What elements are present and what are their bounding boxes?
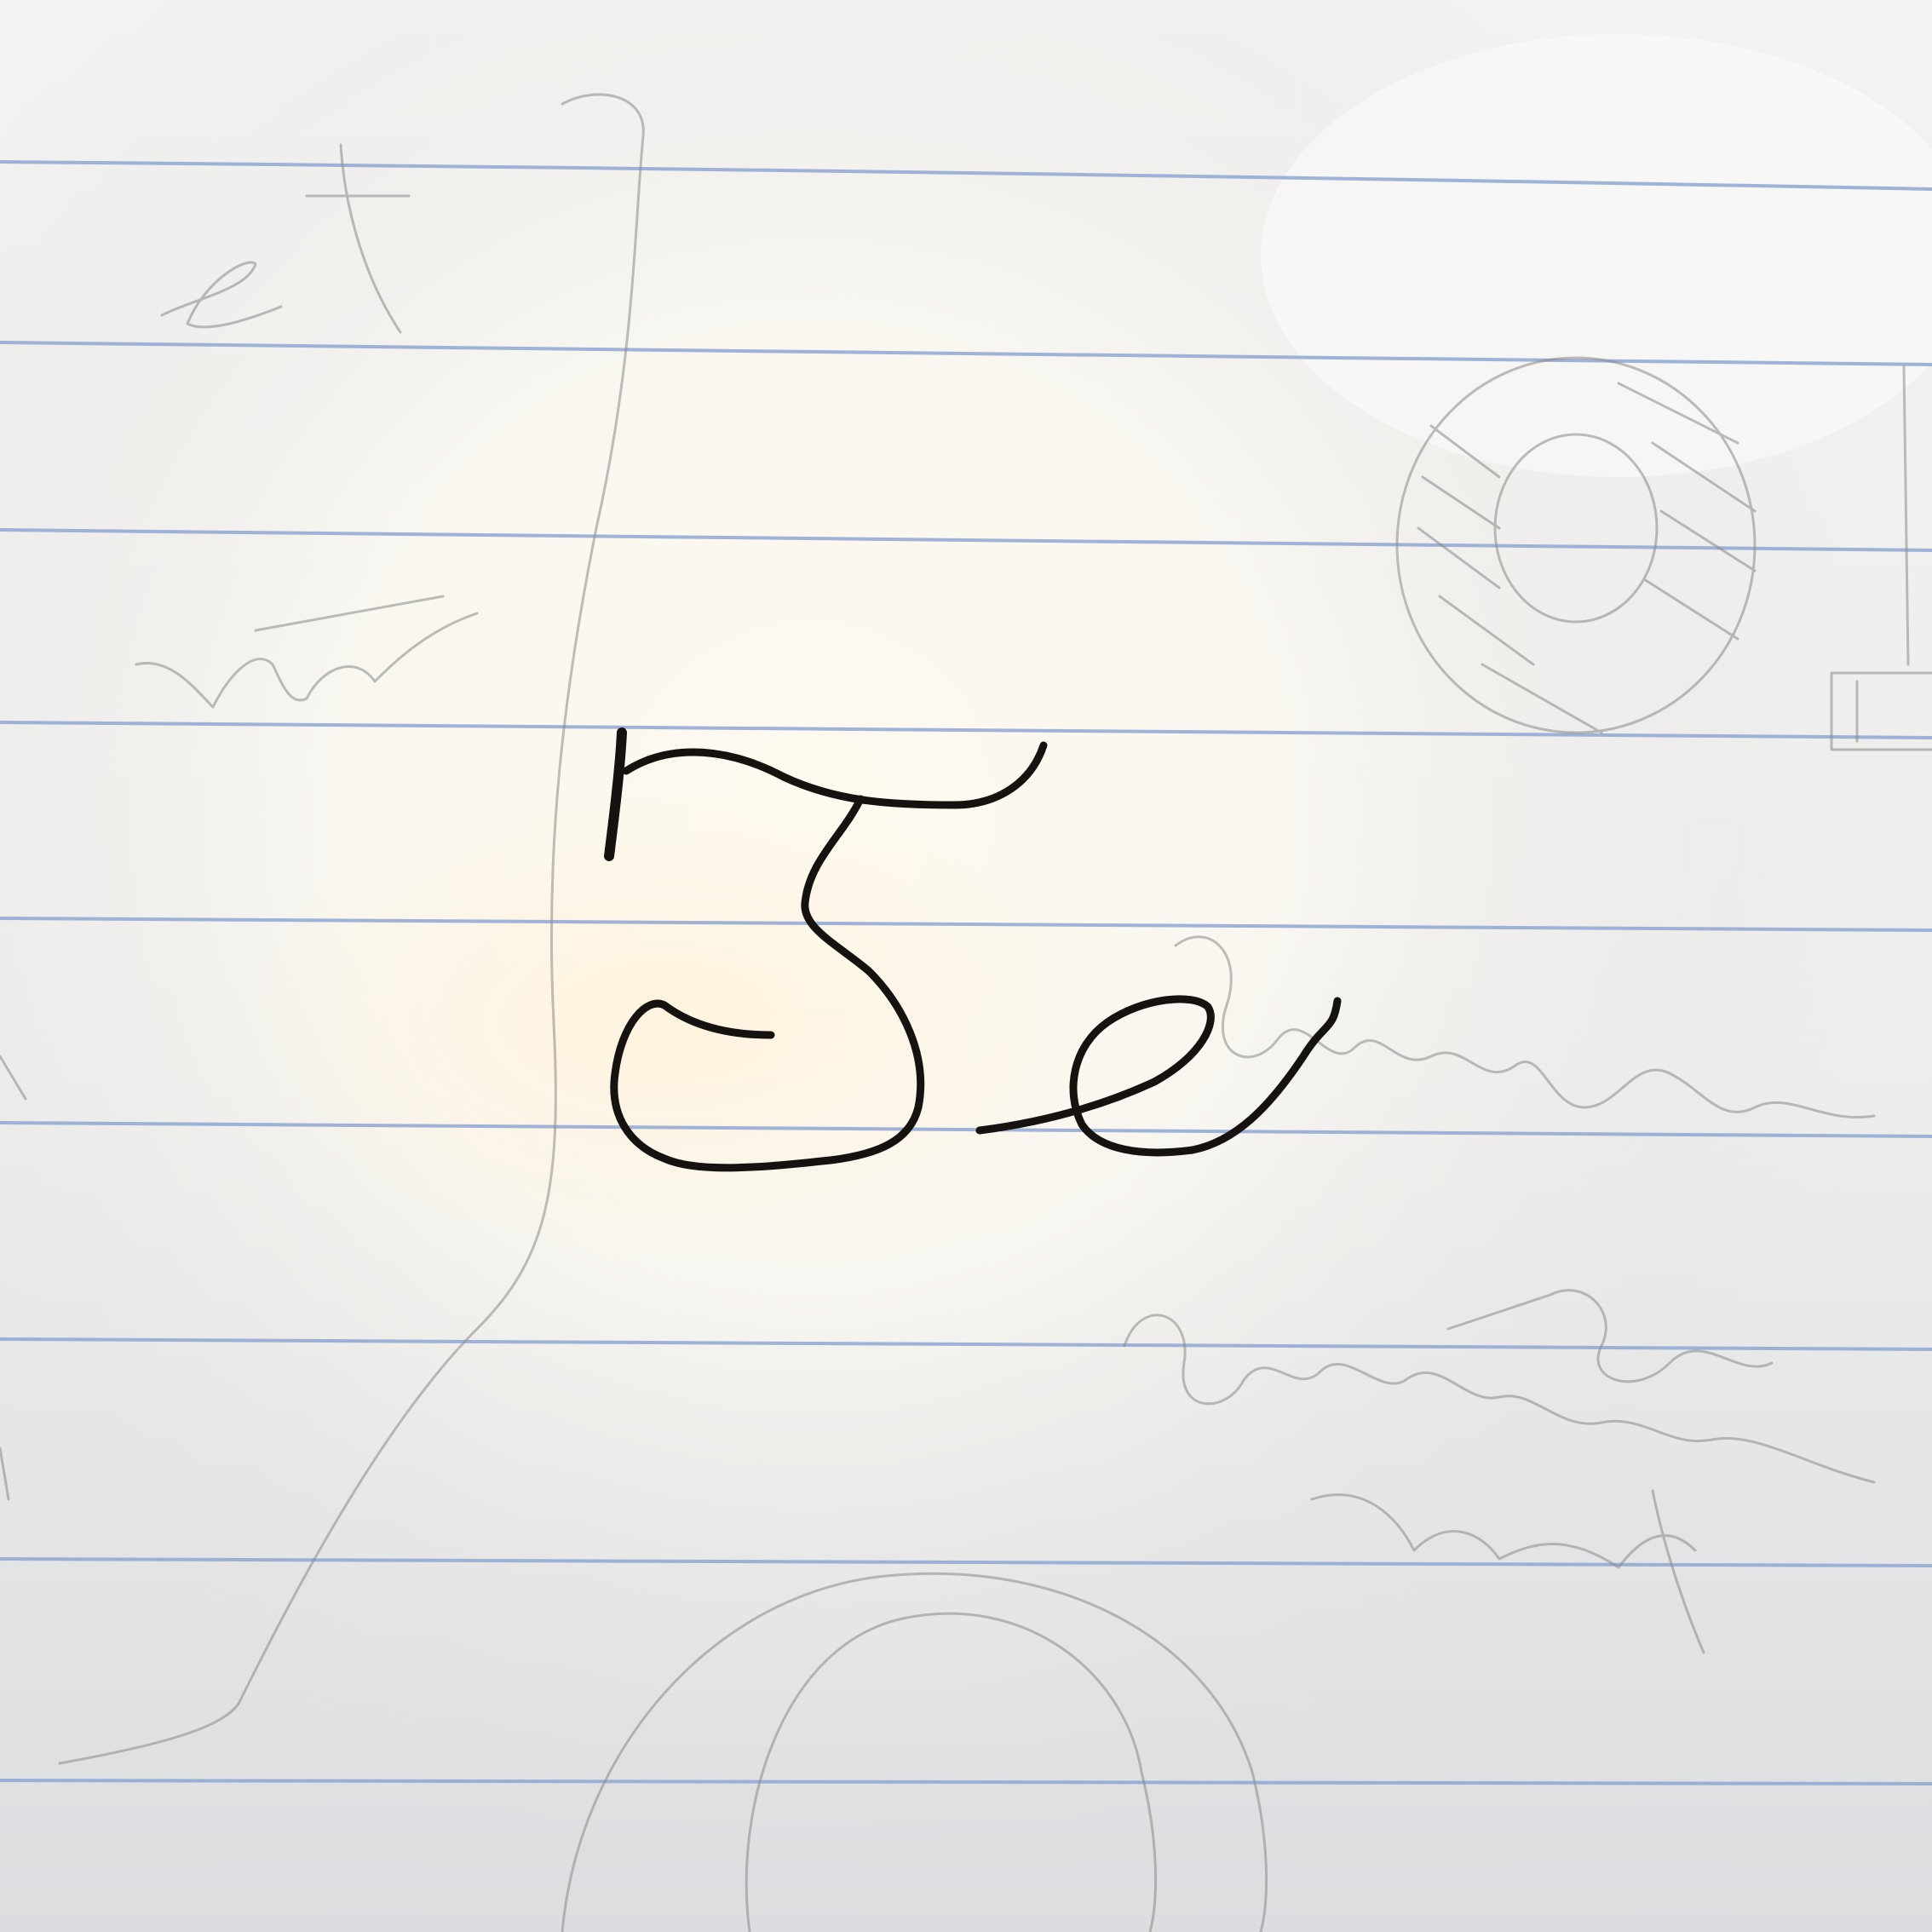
warm-highlight	[221, 784, 1107, 1261]
